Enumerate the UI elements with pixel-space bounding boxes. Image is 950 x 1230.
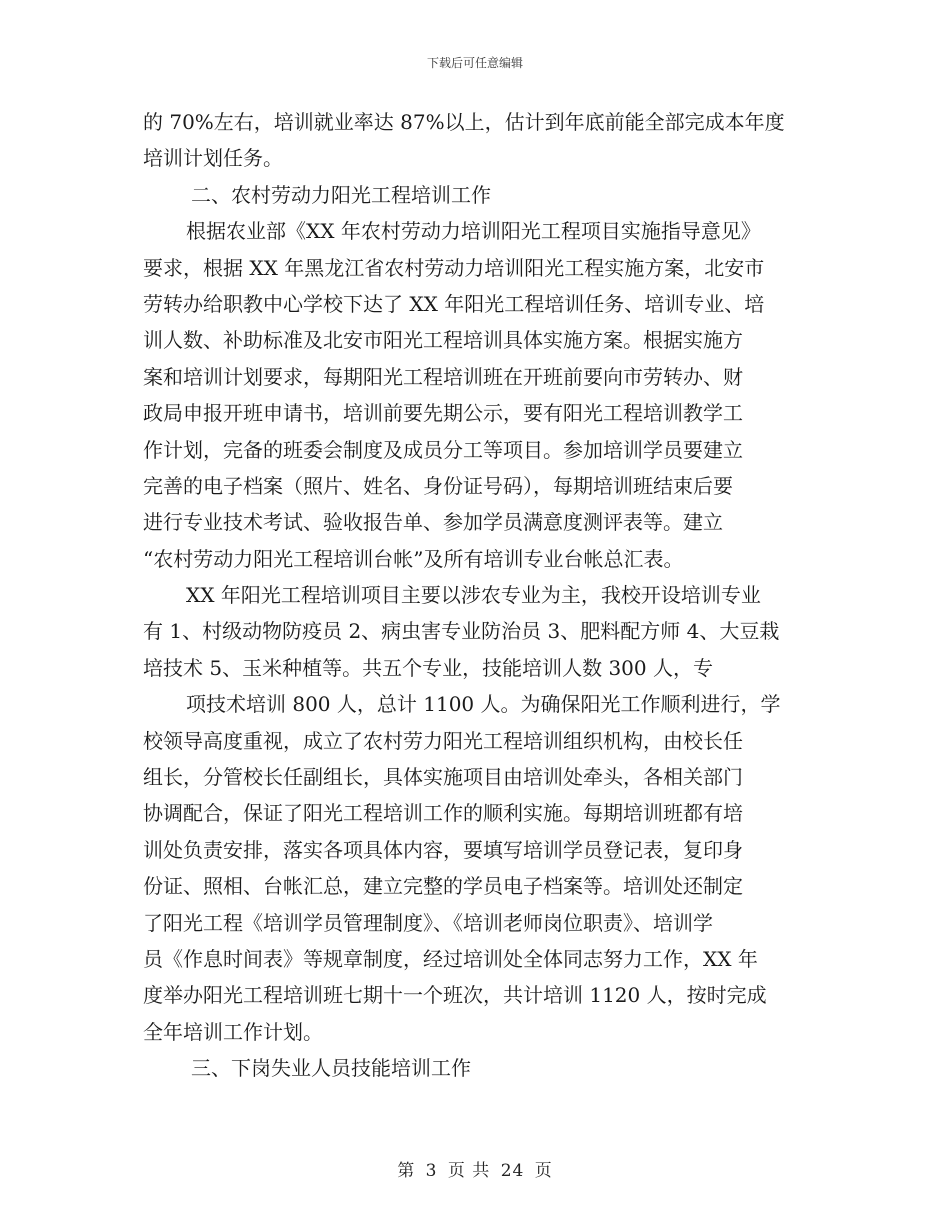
paragraph-start: 项技术培训 800 人，总计 1100 人。为确保阳光工作顺利进行，学 xyxy=(186,692,781,717)
text-line: 培训计划任务。 xyxy=(143,146,283,171)
text-line: 有 1、村级动物防疫员 2、病虫害专业防治员 3、肥料配方师 4、大豆栽 xyxy=(143,619,780,644)
text-line: 全年培训工作计划。 xyxy=(143,1019,323,1044)
text-line: 了阳光工程《培训学员管理制度》、《培训老师岗位职责》、培训学 xyxy=(143,910,713,935)
page-number: 3 xyxy=(425,1161,438,1181)
page-footer xyxy=(0,1156,950,1181)
section-heading: 三、下岗失业人员技能培训工作 xyxy=(191,1056,471,1081)
text-line: 案和培训计划要求，每期阳光工程培训班在开班前要向市劳转办、财 xyxy=(143,364,743,389)
text-line: 员《作息时间表》等规章制度，经过培训处全体同志努力工作，XX 年 xyxy=(143,946,758,971)
page-total: 24 xyxy=(500,1161,525,1181)
text-line: 政局申报开班申请书，培训前要先期公示，要有阳光工程培训教学工 xyxy=(143,401,743,426)
footer-middle: 页 共 xyxy=(447,1161,491,1181)
text-line: “农村劳动力阳光工程培训台帐”及所有培训专业台帐总汇表。 xyxy=(143,546,684,571)
text-line: 培技术 5、玉米种植等。共五个专业，技能培训人数 300 人，专 xyxy=(143,655,713,680)
text-line: 份证、照相、台帐汇总，建立完整的学员电子档案等。培训处还制定 xyxy=(143,874,743,899)
document-body xyxy=(143,104,813,1087)
text-line: 完善的电子档案（照片、姓名、身份证号码），每期培训班结束后要 xyxy=(143,473,733,498)
footer-prefix: 第 xyxy=(397,1161,416,1181)
page-header: 下载后可任意编辑 xyxy=(426,56,523,70)
section-heading: 二、农村劳动力阳光工程培训工作 xyxy=(191,182,491,207)
text-line: 训人数、补助标准及北安市阳光工程培训具体实施方案。根据实施方 xyxy=(143,328,743,353)
text-line: 协调配合，保证了阳光工程培训工作的顺利实施。每期培训班都有培 xyxy=(143,801,743,826)
paragraph-start: 根据农业部《XX 年农村劳动力培训阳光工程项目实施指导意见》 xyxy=(186,219,761,244)
text-line: 训处负责安排，落实各项具体内容，要填写培训学员登记表，复印身 xyxy=(143,837,743,862)
text-line: 度举办阳光工程培训班七期十一个班次，共计培训 1120 人，按时完成 xyxy=(143,983,767,1008)
text-line: 进行专业技术考试、验收报告单、参加学员满意度测评表等。建立 xyxy=(143,510,723,535)
text-line: 组长，分管校长任副组长，具体实施项目由培训处牵头，各相关部门 xyxy=(143,765,743,790)
text-line: 劳转办给职教中心学校下达了 XX 年阳光工程培训任务、培训专业、培 xyxy=(143,291,765,316)
paragraph-start: XX 年阳光工程培训项目主要以涉农专业为主，我校开设培训专业 xyxy=(186,583,761,608)
text-line: 校领导高度重视，成立了农村劳力阳光工程培训组织机构，由校长任 xyxy=(143,728,743,753)
text-line: 要求，根据 XX 年黑龙江省农村劳动力培训阳光工程实施方案，北安市 xyxy=(143,255,765,280)
text-line: 的 70%左右，培训就业率达 87%以上，估计到年底前能全部完成本年度 xyxy=(143,110,785,134)
text-line: 作计划，完备的班委会制度及成员分工等项目。参加培训学员要建立 xyxy=(143,437,743,462)
footer-suffix: 页 xyxy=(534,1161,553,1181)
